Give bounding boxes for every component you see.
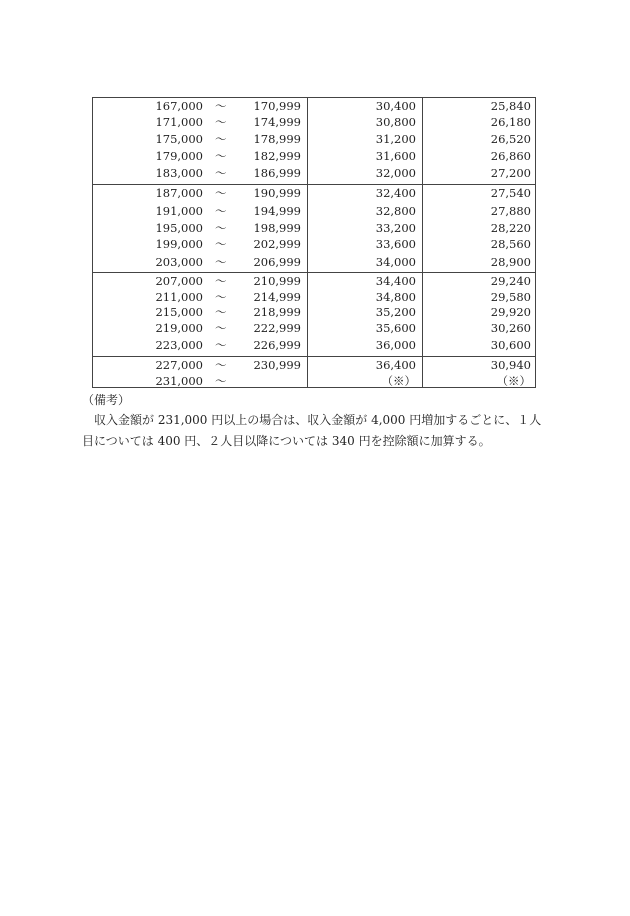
range-tilde: ～ (215, 290, 227, 304)
income-to: 178,999 (253, 132, 301, 146)
range-tilde: ～ (215, 374, 227, 388)
income-to: 186,999 (253, 166, 301, 180)
deduction-additional-person: 29,920 (490, 305, 531, 319)
income-from: 215,000 (155, 305, 203, 319)
income-from: 199,000 (155, 237, 203, 251)
deduction-additional-person: （※） (496, 374, 531, 388)
deduction-first-person: 32,800 (375, 204, 416, 218)
group-divider (93, 356, 535, 357)
range-tilde: ～ (215, 221, 227, 235)
deduction-first-person: 31,200 (375, 132, 416, 146)
deduction-additional-person: 28,220 (490, 221, 531, 235)
income-from: 171,000 (155, 115, 203, 129)
group-divider (93, 272, 535, 273)
income-from: 187,000 (155, 186, 203, 200)
income-to: 194,999 (253, 204, 301, 218)
deduction-additional-person: 25,840 (490, 99, 531, 113)
deduction-additional-person: 26,860 (490, 149, 531, 163)
deduction-additional-person: 30,260 (490, 321, 531, 335)
income-to: 226,999 (253, 338, 301, 352)
income-from: 203,000 (155, 255, 203, 269)
deduction-first-person: 32,400 (375, 186, 416, 200)
deduction-additional-person: 29,580 (490, 290, 531, 304)
deduction-additional-person: 27,200 (490, 166, 531, 180)
deduction-additional-person: 30,600 (490, 338, 531, 352)
income-from: 231,000 (155, 374, 203, 388)
range-tilde: ～ (215, 321, 227, 335)
deduction-first-person: 30,400 (375, 99, 416, 113)
column-divider (422, 98, 423, 387)
deduction-additional-person: 26,520 (490, 132, 531, 146)
column-divider (307, 98, 308, 387)
deduction-first-person: 36,400 (375, 358, 416, 372)
income-from: 207,000 (155, 274, 203, 288)
deduction-first-person: 35,200 (375, 305, 416, 319)
deduction-first-person: 31,600 (375, 149, 416, 163)
deduction-first-person: 33,600 (375, 237, 416, 251)
income-to: 170,999 (253, 99, 301, 113)
income-to: 174,999 (253, 115, 301, 129)
deduction-first-person: 34,400 (375, 274, 416, 288)
range-tilde: ～ (215, 274, 227, 288)
income-from: 191,000 (155, 204, 203, 218)
income-from: 227,000 (155, 358, 203, 372)
note-body: 収入金額が 231,000 円以上の場合は、収入金額が 4,000 円増加するごとに、１人目については 400 円、２人目以降については 340 円を控除額に加算する。 (82, 413, 542, 448)
deduction-first-person: 34,800 (375, 290, 416, 304)
income-to: 182,999 (253, 149, 301, 163)
deduction-additional-person: 30,940 (490, 358, 531, 372)
note-heading: （備考） (82, 393, 131, 407)
range-tilde: ～ (215, 149, 227, 163)
deduction-first-person: 36,000 (375, 338, 416, 352)
deduction-additional-person: 29,240 (490, 274, 531, 288)
deduction-first-person: 35,600 (375, 321, 416, 335)
deduction-first-person: （※） (381, 374, 416, 388)
deduction-additional-person: 28,560 (490, 237, 531, 251)
range-tilde: ～ (215, 132, 227, 146)
range-tilde: ～ (215, 305, 227, 319)
income-from: 211,000 (155, 290, 203, 304)
income-from: 179,000 (155, 149, 203, 163)
deduction-first-person: 30,800 (375, 115, 416, 129)
range-tilde: ～ (215, 186, 227, 200)
income-from: 167,000 (155, 99, 203, 113)
deduction-additional-person: 28,900 (490, 255, 531, 269)
income-to: 190,999 (253, 186, 301, 200)
income-from: 195,000 (155, 221, 203, 235)
deduction-first-person: 33,200 (375, 221, 416, 235)
range-tilde: ～ (215, 237, 227, 251)
deduction-first-person: 34,000 (375, 255, 416, 269)
income-from: 183,000 (155, 166, 203, 180)
deduction-first-person: 32,000 (375, 166, 416, 180)
income-to: 218,999 (253, 305, 301, 319)
range-tilde: ～ (215, 115, 227, 129)
deduction-table (92, 97, 536, 388)
income-from: 175,000 (155, 132, 203, 146)
range-tilde: ～ (215, 99, 227, 113)
income-to: 230,999 (253, 358, 301, 372)
income-from: 219,000 (155, 321, 203, 335)
range-tilde: ～ (215, 204, 227, 218)
deduction-additional-person: 27,880 (490, 204, 531, 218)
deduction-additional-person: 27,540 (490, 186, 531, 200)
income-to: 222,999 (253, 321, 301, 335)
income-to: 210,999 (253, 274, 301, 288)
range-tilde: ～ (215, 166, 227, 180)
income-from: 223,000 (155, 338, 203, 352)
range-tilde: ～ (215, 358, 227, 372)
range-tilde: ～ (215, 255, 227, 269)
deduction-additional-person: 26,180 (490, 115, 531, 129)
income-to: 198,999 (253, 221, 301, 235)
range-tilde: ～ (215, 338, 227, 352)
income-to: 202,999 (253, 237, 301, 251)
group-divider (93, 184, 535, 185)
income-to: 214,999 (253, 290, 301, 304)
income-to: 206,999 (253, 255, 301, 269)
